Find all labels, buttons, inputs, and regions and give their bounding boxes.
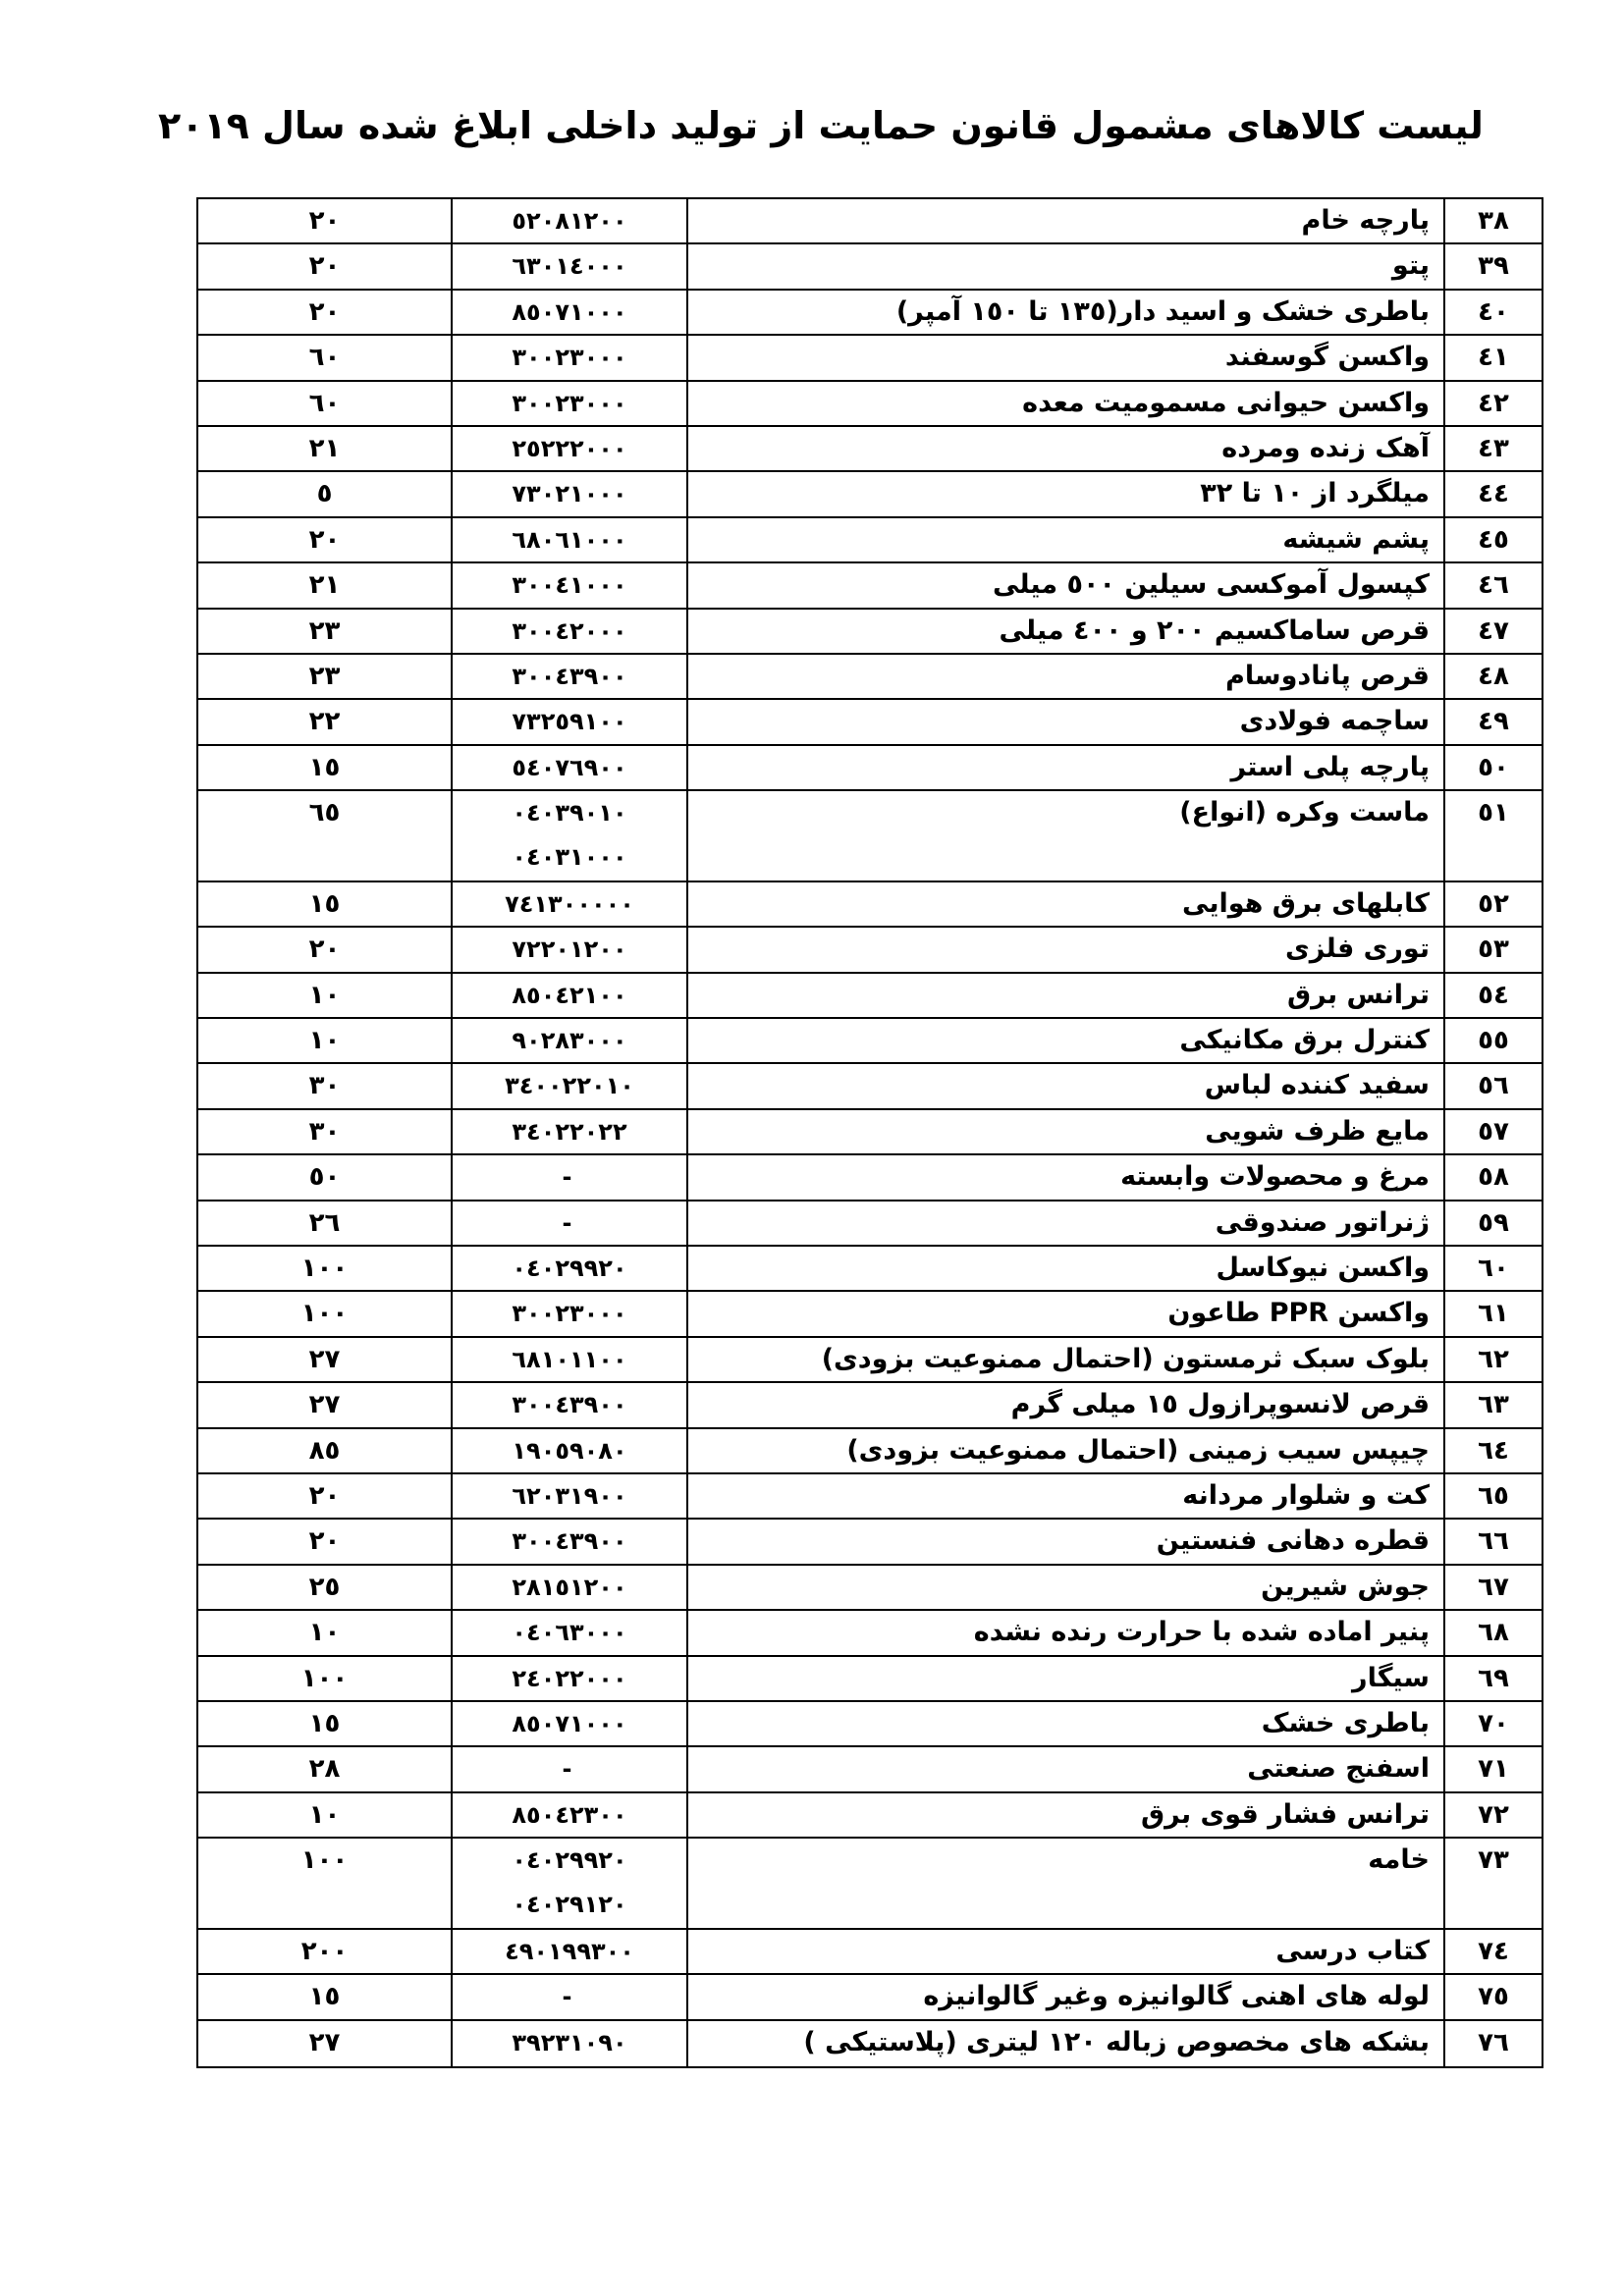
rate-value: ١٠ xyxy=(308,1026,341,1056)
row-number: ٤٥ xyxy=(1443,518,1542,561)
tariff-code: ٢٨١٥١٢٠٠ xyxy=(512,1573,627,1601)
product-name: ترانس فشار قوی برق xyxy=(686,1793,1443,1837)
product-name: باطری خشک xyxy=(686,1702,1443,1745)
table-row xyxy=(198,1201,1542,1247)
rate-value: ١٥ xyxy=(308,1708,341,1738)
tariff-code: ٤٩٠١٩٩٣٠٠ xyxy=(505,1937,634,1965)
product-name: قرص پانادوسام xyxy=(686,655,1443,698)
table-row xyxy=(198,610,1542,655)
table-row xyxy=(198,1657,1542,1702)
tariff-code: ٣٠٠٤٣٩٠٠ xyxy=(512,662,627,690)
row-number: ٤٤ xyxy=(1443,472,1542,515)
tariff-code: ٣٤٠٠٢٢٠١٠ xyxy=(505,1072,634,1100)
product-name: پارچه پلی استر xyxy=(686,746,1443,789)
table-row xyxy=(198,1930,1542,1975)
rate-value: ٢٠ xyxy=(308,524,341,555)
tariff-code-cell xyxy=(451,1566,686,1609)
row-number: ٧٥ xyxy=(1443,1975,1542,2018)
rate-value: ٢٢ xyxy=(308,707,341,737)
tariff-code-cell xyxy=(451,1292,686,1335)
rate-value: ٢٠ xyxy=(308,206,341,236)
product-name: قطره دهانی فنستین xyxy=(686,1520,1443,1563)
tariff-code-cell xyxy=(451,1338,686,1381)
tariff-code-cell xyxy=(451,199,686,242)
table-row xyxy=(198,1702,1542,1747)
rate-value: ١٠ xyxy=(308,1799,341,1830)
product-name: واکسن PPR طاعون xyxy=(686,1292,1443,1335)
tariff-code-cell xyxy=(451,1520,686,1563)
tariff-code-cell xyxy=(451,655,686,698)
rate-value: ٥٠ xyxy=(308,1162,341,1193)
rate-value: ٢٥ xyxy=(308,1572,341,1602)
tariff-code: ٥٤٠٧٦٩٠٠ xyxy=(512,753,627,781)
tariff-code: ٦٣٠١٤٠٠٠ xyxy=(512,252,627,281)
rate-value: ١٥ xyxy=(308,888,341,919)
row-number: ٥٥ xyxy=(1443,1019,1542,1062)
tariff-code: ٠٤٠٣٩٠١٠ xyxy=(512,799,627,828)
product-name: کتاب درسی xyxy=(686,1930,1443,1973)
tariff-code: ٢٤٠٢٢٠٠٠ xyxy=(512,1664,627,1692)
rate-value: ٢٧ xyxy=(308,1344,341,1374)
row-number: ٧٦ xyxy=(1443,2021,1542,2066)
row-number: ٤٢ xyxy=(1443,382,1542,425)
tariff-code-cell xyxy=(451,746,686,789)
product-name: واکسن گوسفند xyxy=(686,336,1443,379)
tariff-code-cell xyxy=(451,882,686,926)
tariff-code-cell xyxy=(451,2021,686,2066)
row-number: ٦١ xyxy=(1443,1292,1542,1335)
tariff-code: ٩٠٢٨٣٠٠٠ xyxy=(512,1027,627,1055)
row-number: ٤٠ xyxy=(1443,291,1542,334)
table-row xyxy=(198,291,1542,336)
row-number: ٧٢ xyxy=(1443,1793,1542,1837)
tariff-code-cell xyxy=(451,427,686,470)
product-name: آهک زنده ومرده xyxy=(686,427,1443,470)
tariff-code: ٦٨١٠١١٠٠ xyxy=(512,1345,627,1373)
rate-value: ٢١ xyxy=(308,433,341,463)
row-number: ٤٣ xyxy=(1443,427,1542,470)
rate-value: ١٠٠ xyxy=(300,1299,349,1329)
table-row xyxy=(198,1520,1542,1565)
tariff-code-cell xyxy=(451,1839,686,1928)
product-name: پتو xyxy=(686,244,1443,288)
tariff-code: ٣٤٠٢٢٠٢٢ xyxy=(512,1117,627,1146)
rate-value: ٦٠ xyxy=(308,388,341,418)
tariff-code: - xyxy=(562,1983,577,2011)
rate-value: ٣٠ xyxy=(308,1071,341,1101)
rate-value: ١٠ xyxy=(308,1618,341,1648)
tariff-code: - xyxy=(562,1208,577,1237)
rate-value: ٢٣ xyxy=(308,615,341,646)
tariff-code: ٦٢٠٣١٩٠٠ xyxy=(512,1481,627,1510)
tariff-code-cell xyxy=(451,1975,686,2018)
tariff-code-cell xyxy=(451,1702,686,1745)
rate-value: ٢٧ xyxy=(308,1390,341,1420)
page-title: لیست کالاهای مشمول قانون حمایت از تولید داخلی ابلاغ شده سال ٢٠١٩ xyxy=(158,104,1484,147)
rate-value: ١٠ xyxy=(308,980,341,1010)
table-row xyxy=(198,563,1542,609)
tariff-code-cell xyxy=(451,1747,686,1790)
rate-value: ١٥ xyxy=(308,1982,341,2012)
rate-value: ٢٨ xyxy=(308,1754,341,1785)
table-row xyxy=(198,1566,1542,1611)
table-row xyxy=(198,1747,1542,1792)
table-row xyxy=(198,1611,1542,1656)
tariff-code-cell xyxy=(451,791,686,881)
row-number: ٥١ xyxy=(1443,791,1542,881)
table-row xyxy=(198,1383,1542,1428)
row-number: ٤٧ xyxy=(1443,610,1542,653)
table-row xyxy=(198,1155,1542,1201)
tariff-code-cell xyxy=(451,1019,686,1062)
row-number: ٧٤ xyxy=(1443,1930,1542,1973)
tariff-code: ٣٠٠٢٣٠٠٠ xyxy=(512,389,627,417)
tariff-code: ٧٣٠٢١٠٠٠ xyxy=(512,480,627,508)
rate-value: ٦٥ xyxy=(308,798,341,828)
product-name: جوش شیرین xyxy=(686,1566,1443,1609)
tariff-code-cell xyxy=(451,1793,686,1837)
tariff-code-cell xyxy=(451,928,686,971)
tariff-code: - xyxy=(562,1755,577,1784)
table-row xyxy=(198,1793,1542,1839)
row-number: ٦٥ xyxy=(1443,1474,1542,1518)
table-row xyxy=(198,244,1542,290)
rate-value: ٥ xyxy=(316,479,333,509)
table-row xyxy=(198,1338,1542,1383)
product-name: قرص ساماکسیم ٢٠٠ و ٤٠٠ میلی xyxy=(686,610,1443,653)
table-row xyxy=(198,382,1542,427)
tariff-code: ٥٢٠٨١٢٠٠ xyxy=(512,207,627,235)
table-row xyxy=(198,1247,1542,1292)
row-number: ٦٨ xyxy=(1443,1611,1542,1654)
table-row xyxy=(198,928,1542,973)
row-number: ٤١ xyxy=(1443,336,1542,379)
rate-value: ٢٧ xyxy=(308,2027,341,2057)
product-name: لوله های اهنی گالوانیزه وغیر گالوانیزه xyxy=(686,1975,1443,2018)
tariff-code-cell xyxy=(451,1064,686,1107)
tariff-code-cell xyxy=(451,1474,686,1518)
product-name: ماست وکره (انواع) xyxy=(686,791,1443,881)
tariff-code: ٣٩٢٣١٠٩٠ xyxy=(512,2028,627,2056)
tariff-code: ٨٥٠٧١٠٠٠ xyxy=(512,297,627,326)
row-number: ٥٧ xyxy=(1443,1110,1542,1153)
row-number: ٥٦ xyxy=(1443,1064,1542,1107)
row-number: ٥٩ xyxy=(1443,1201,1542,1245)
row-number: ٧١ xyxy=(1443,1747,1542,1790)
product-name: بلوک سبک ثرمستون (احتمال ممنوعیت بزودی) xyxy=(686,1338,1443,1381)
table-row xyxy=(198,1292,1542,1337)
row-number: ٣٨ xyxy=(1443,199,1542,242)
tariff-code: ٣٠٠٤٣٩٠٠ xyxy=(512,1527,627,1556)
row-number: ٦٩ xyxy=(1443,1657,1542,1700)
tariff-code-cell xyxy=(451,1247,686,1290)
product-name: ترانس برق xyxy=(686,974,1443,1017)
product-name: قرص لانسوپرازول ١٥ میلی گرم xyxy=(686,1383,1443,1426)
rate-value: ٢٠ xyxy=(308,251,341,282)
product-name: پارچه خام xyxy=(686,199,1443,242)
tariff-code: ٨٥٠٧١٠٠٠ xyxy=(512,1709,627,1737)
row-number: ٥٠ xyxy=(1443,746,1542,789)
tariff-code: ٢٥٢٢٢٠٠٠ xyxy=(512,434,627,462)
table-row xyxy=(198,2021,1542,2066)
tariff-code-cell xyxy=(451,1201,686,1245)
tariff-code-cell xyxy=(451,1110,686,1153)
tariff-code: ٣٠٠٤٣٩٠٠ xyxy=(512,1391,627,1419)
tariff-code-cell xyxy=(451,382,686,425)
rate-value: ٨٥ xyxy=(308,1435,341,1466)
tariff-code: ٠٤٠٣١٠٠٠ xyxy=(512,843,627,872)
tariff-code-cell xyxy=(451,974,686,1017)
product-name: کابلهای برق هوایی xyxy=(686,882,1443,926)
tariff-code-cell xyxy=(451,291,686,334)
product-name: باطری خشک و اسید دار(١٣٥ تا ١٥٠ آمپر) xyxy=(686,291,1443,334)
tariff-code: ٣٠٠٤٢٠٠٠ xyxy=(512,616,627,645)
table-row xyxy=(198,1839,1542,1930)
tariff-code-cell xyxy=(451,1657,686,1700)
rate-value: ٢٠٠ xyxy=(300,1936,349,1966)
rate-value: ٢٠ xyxy=(308,296,341,327)
product-name: توری فلزی xyxy=(686,928,1443,971)
tariff-code-cell xyxy=(451,244,686,288)
tariff-code-cell xyxy=(451,610,686,653)
table-row xyxy=(198,700,1542,745)
table-row xyxy=(198,974,1542,1019)
product-name: چیپس سیب زمینی (احتمال ممنوعیت بزودی) xyxy=(686,1429,1443,1472)
product-name: پشم شیشه xyxy=(686,518,1443,561)
tariff-code: ٦٨٠٦١٠٠٠ xyxy=(512,525,627,554)
table-row xyxy=(198,427,1542,472)
tariff-code-cell xyxy=(451,563,686,607)
table-row xyxy=(198,199,1542,244)
table-row xyxy=(198,1975,1542,2020)
row-number: ٦٣ xyxy=(1443,1383,1542,1426)
table-row xyxy=(198,1110,1542,1155)
table-row xyxy=(198,882,1542,928)
product-name: سیگار xyxy=(686,1657,1443,1700)
product-name: سفید کننده لباس xyxy=(686,1064,1443,1107)
row-number: ٤٨ xyxy=(1443,655,1542,698)
rate-value: ٢٠ xyxy=(308,934,341,965)
table-row xyxy=(198,791,1542,882)
rate-value: ٢٦ xyxy=(308,1207,341,1238)
product-name: بشکه های مخصوص زباله ١٢٠ لیتری (پلاستیکی ) xyxy=(686,2021,1443,2066)
rate-value: ١٠٠ xyxy=(300,1663,349,1693)
table-row xyxy=(198,1474,1542,1520)
row-number: ٦٧ xyxy=(1443,1566,1542,1609)
row-number: ٧٠ xyxy=(1443,1702,1542,1745)
tariff-code: ٠٤٠٢٩١٢٠ xyxy=(512,1891,627,1919)
product-name: واکسن نیوکاسل xyxy=(686,1247,1443,1290)
rate-value: ٣٠ xyxy=(308,1116,341,1147)
tariff-code: ٠٤٠٢٩٩٢٠ xyxy=(512,1255,627,1282)
tariff-code-cell xyxy=(451,1611,686,1654)
product-name: ژنراتور صندوقی xyxy=(686,1201,1443,1245)
row-number: ٦٤ xyxy=(1443,1429,1542,1472)
row-number: ٥٢ xyxy=(1443,882,1542,926)
rate-value: ٢٣ xyxy=(308,661,341,691)
table-row xyxy=(198,746,1542,791)
tariff-code: ٠٤٠٢٩٩٢٠ xyxy=(512,1846,627,1875)
tariff-code: - xyxy=(562,1163,577,1192)
tariff-code-cell xyxy=(451,700,686,743)
table-row xyxy=(198,336,1542,381)
rate-value: ١٥ xyxy=(308,752,341,782)
tariff-code: ٠٤٠٦٣٠٠٠ xyxy=(512,1619,627,1647)
table-row xyxy=(198,1064,1542,1109)
tariff-code: ٧٤١٣٠٠٠٠٠ xyxy=(505,889,634,918)
tariff-code: ٨٥٠٤٢١٠٠ xyxy=(512,981,627,1009)
rate-value: ٢٠ xyxy=(308,1480,341,1511)
tariff-code-cell xyxy=(451,1930,686,1973)
row-number: ٧٣ xyxy=(1443,1839,1542,1928)
tariff-code: ٧٢٢٠١٢٠٠ xyxy=(512,935,627,964)
rate-value: ١٠٠ xyxy=(300,1845,349,1876)
table-row xyxy=(198,472,1542,517)
row-number: ٦٢ xyxy=(1443,1338,1542,1381)
product-name: کت و شلوار مردانه xyxy=(686,1474,1443,1518)
tariff-code: ٣٠٠٢٣٠٠٠ xyxy=(512,344,627,372)
tariff-code-cell xyxy=(451,472,686,515)
product-name: مایع ظرف شویی xyxy=(686,1110,1443,1153)
product-name: اسفنج صنعتی xyxy=(686,1747,1443,1790)
product-name: ساچمه فولادی xyxy=(686,700,1443,743)
product-name: کنترل برق مکانیکی xyxy=(686,1019,1443,1062)
row-number: ٤٦ xyxy=(1443,563,1542,607)
tariff-code-cell xyxy=(451,1429,686,1472)
rate-value: ٢٠ xyxy=(308,1526,341,1557)
row-number: ٥٨ xyxy=(1443,1155,1542,1199)
tariff-code-cell xyxy=(451,1383,686,1426)
product-name: پنیر اماده شده با حرارت رنده نشده xyxy=(686,1611,1443,1654)
tariff-code: ٨٥٠٤٢٣٠٠ xyxy=(512,1800,627,1829)
row-number: ٦٦ xyxy=(1443,1520,1542,1563)
tariff-code: ٧٣٢٥٩١٠٠ xyxy=(512,708,627,736)
rate-value: ١٠٠ xyxy=(300,1254,349,1283)
row-number: ٤٩ xyxy=(1443,700,1542,743)
table-row xyxy=(198,1019,1542,1064)
tariff-code-cell xyxy=(451,1155,686,1199)
table-row xyxy=(198,655,1542,700)
product-name: مرغ و محصولات وابسته xyxy=(686,1155,1443,1199)
row-number: ٣٩ xyxy=(1443,244,1542,288)
rate-value: ٢١ xyxy=(308,570,341,601)
table-row xyxy=(198,1429,1542,1474)
tariff-code: ٣٠٠٢٣٠٠٠ xyxy=(512,1300,627,1328)
product-name: میلگرد از ١٠ تا ٣٢ xyxy=(686,472,1443,515)
row-number: ٥٣ xyxy=(1443,928,1542,971)
product-name: کپسول آموکسی سیلین ٥٠٠ میلی xyxy=(686,563,1443,607)
tariff-code-cell xyxy=(451,336,686,379)
rate-value: ٦٠ xyxy=(308,343,341,373)
product-name: خامه xyxy=(686,1839,1443,1928)
tariff-code-cell xyxy=(451,518,686,561)
table-row xyxy=(198,518,1542,563)
goods-table xyxy=(196,197,1543,2068)
row-number: ٦٠ xyxy=(1443,1247,1542,1290)
row-number: ٥٤ xyxy=(1443,974,1542,1017)
tariff-code: ٣٠٠٤١٠٠٠ xyxy=(512,571,627,600)
tariff-code: ١٩٠٥٩٠٨٠ xyxy=(512,1436,627,1465)
product-name: واکسن حیوانی مسمومیت معده xyxy=(686,382,1443,425)
